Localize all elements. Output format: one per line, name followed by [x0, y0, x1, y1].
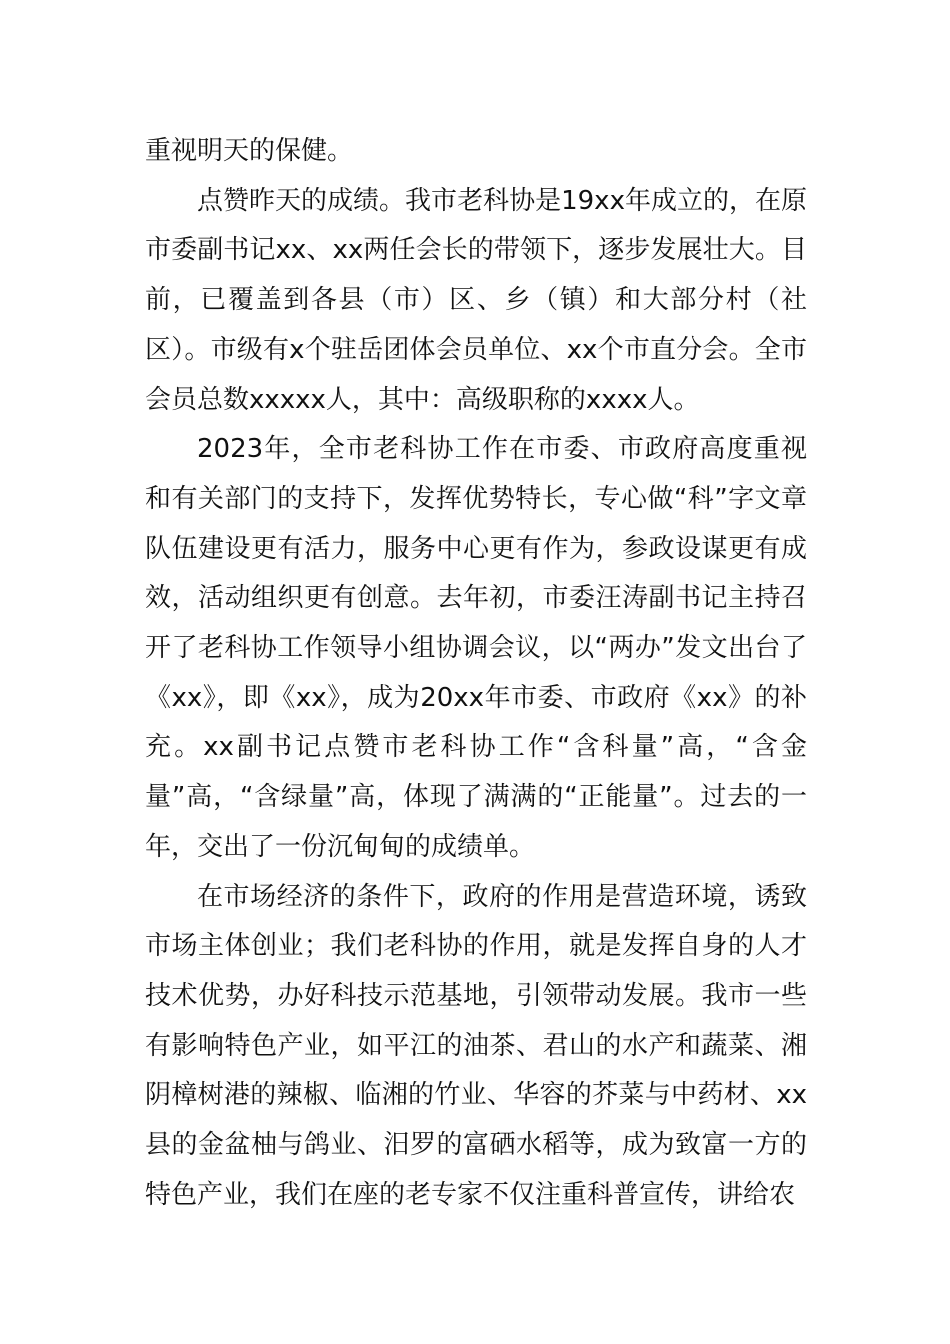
document-body — [145, 127, 807, 1220]
paragraph-market-economy: 在市场经济的条件下，政府的作用是营造环境，诱致市场主体创业；我们老科协的作用，就是发挥自身的人才技术优势，办好科技示范基地，引领带动发展。我市一些有影响特色产业，如平江的油茶、君山的水产和蔬菜、湘阴樟树港的辣椒、临湘的竹业、华容的芥菜与中药材、xx县的金盆柚与鸽业、汨罗的富硒水稻等，成为致富一方的特色产业，我们在座的老专家不仅注重科普宣传，讲给农 — [145, 881, 807, 1210]
paragraph-continuation: 重视明天的保健。 — [145, 136, 354, 166]
paragraph-2023-work: 2023年，全市老科协工作在市委、市政府高度重视和有关部门的支持下，发挥优势特长，专心做“科”字文章队伍建设更有活力，服务中心更有作为，参政设谋更有成效，活动组织更有创意。去年初，市委汪涛副书记主持召开了老科协工作领导小组协调会议，以“两办”发文出台了《xx》，即《xx》，成为20xx年市委、市政府《xx》的补充。xx副书记点赞市老科协工作“含科量”高，“含金量”高，“含绿量”高，体现了满满的“正能量”。过去的一年，交出了一份沉甸甸的成绩单。 — [145, 434, 807, 862]
paragraph-achievements: 点赞昨天的成绩。我市老科协是19xx年成立的，在原市委副书记xx、xx两任会长的带领下，逐步发展壮大。目前，已覆盖到各县（市）区、乡（镇）和大部分村（社区）。市级有x个驻岳团体会员单位、xx个市直分会。全市会员总数xxxxx人，其中：高级职称的xxxx人。 — [145, 185, 807, 415]
